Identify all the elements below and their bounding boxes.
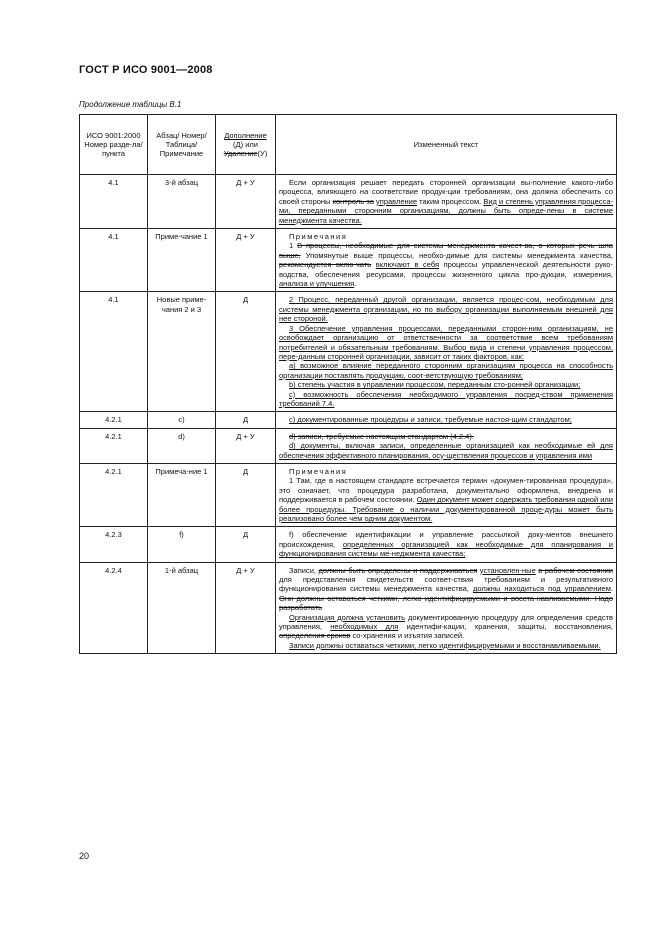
deleted-fragment: рекомендуется вклю-чать (279, 260, 372, 270)
table-row (80, 562, 617, 654)
header-addition-deletion (216, 115, 276, 175)
document-title: ГОСТ Р ИСО 9001—2008 (79, 64, 213, 76)
header-add-line-2: (Д) или (233, 140, 258, 149)
added-fragment: управление (376, 196, 418, 206)
cell-paragraph: Приме-чание 1 (148, 229, 216, 292)
text-fragment: f) обеспечение идентификации и управление рассылкой доку-ментов внешнего происхождения, (279, 530, 613, 549)
cell-paragraph: Примеча-ние 1 (148, 463, 216, 526)
added-paragraph: а) возможное влияние переданного сторонним организациям процесса на способность организации поставлять продукцию, соот-ветствующую требованиям; (279, 361, 613, 380)
added-paragraph: 3 Обеспечение управления процессами, переданными сторон-ним организациям, не освобождает организацию от ответственности за соответствие всем требованиям потребителей и обязательным требованиям. Выбор вида и степени управления процессом, пере-данным сторонней организации, зависит от таких факторов, как: (279, 323, 613, 361)
cell-text (276, 527, 617, 562)
added-paragraph: c) документированные процедуры и записи, требуемые настоя-щим стандартом; (289, 415, 572, 425)
cell-iso: 4.1 (80, 292, 148, 412)
added-fragment: Организация должна установить (289, 612, 406, 622)
text-fragment: . (354, 279, 357, 289)
header-iso-section: ИСО 9001:2000 Номер разде-ла/пункта (80, 115, 148, 175)
cell-type: Д + У (216, 229, 276, 292)
table-row (80, 292, 617, 412)
text-fragment: Если организация решает передать сторонней организации вы-полнение какого-либо процесса, влияющего на соответствие продук-ции требованиям, она должна обеспечить со своей стороны (279, 178, 613, 206)
cell-text (276, 562, 617, 654)
text-fragment: . (610, 584, 613, 594)
added-paragraph: Записи должны оставаться четкими, легко идентифицируемыми и восстанавливаемыми. (289, 640, 601, 650)
text-fragment: 1 Там, где в настоящем стандарте встречается термин «докумен-тированная процедура», это означает, что процедура разработана, документально оформлена, внедрена и поддерживается в рабочем состоянии. (279, 476, 613, 505)
text-fragment: процессы управленческой деятельности руко-водства, обеспечения ресурсами, процессы жизненного цикла про-дукции, измерения, (279, 260, 613, 279)
added-paragraph: 2 Процесс, переданный другой организации, является процес-сом, необходимым для системы менеджмента организации, но по выбору организации выполняемым внешней для нее стороной. (279, 295, 613, 324)
deleted-paragraph: d) записи, требуемые настоящим стандартом (4.2.4). (289, 431, 474, 441)
added-fragment: Вид и степень управления процесса-ми, переданными сторонним организациям, должны быть опреде-лены в системе менеджмента качества. (279, 196, 613, 225)
cell-type: Д (216, 412, 276, 428)
cell-text (276, 428, 617, 463)
cell-text (276, 292, 617, 412)
header-add-line-3: Удаление (223, 149, 258, 158)
changes-table (79, 114, 617, 654)
page-number: 20 (79, 851, 90, 861)
text-fragment: идентифи-кации, хранения, защиты, восстановления, (398, 622, 614, 632)
cell-text (276, 175, 617, 229)
cell-iso: 4.2.1 (80, 428, 148, 463)
cell-paragraph: 3-й абзац (148, 175, 216, 229)
cell-iso: 4.1 (80, 229, 148, 292)
table-row (80, 412, 617, 428)
added-fragment: определенных организацией как необходимые для планирования и функционирования системы ме-неджмента качества; (279, 539, 613, 559)
added-paragraph: с) возможность обеспечения необходимого управления посред-ством применения требований 7.4. (279, 389, 613, 408)
note-heading: Примечания (289, 232, 348, 242)
cell-iso: 4.2.4 (80, 562, 148, 654)
cell-paragraph: Новые приме-чания 2 и 3 (148, 292, 216, 412)
header-add-line-4: (У) (257, 149, 268, 158)
deleted-fragment: контроль за (332, 196, 374, 206)
cell-text (276, 412, 617, 428)
added-fragment: необходимых для (330, 622, 399, 632)
deleted-fragment: должны быть определены и поддерживаться (318, 565, 478, 575)
cell-type: Д + У (216, 175, 276, 229)
table-row (80, 463, 617, 526)
cell-paragraph: f) (148, 527, 216, 562)
cell-paragraph: c) (148, 412, 216, 428)
table-row (80, 175, 617, 229)
cell-text (276, 463, 617, 526)
deleted-fragment: Они должны оставаться четкими, легко идентифицируемыми и восста-навливаемыми. Надо разработать (279, 593, 613, 613)
deleted-fragment: определения сроков (279, 631, 351, 641)
text-fragment: со-хранения и изъятия записей. (350, 631, 465, 641)
text-fragment: таким процессом. (417, 196, 484, 206)
header-paragraph: Абзац/ Номер/ Таблица/ Примечание (148, 115, 216, 175)
added-fragment: анализа и улучшения (279, 279, 355, 289)
cell-text (276, 229, 617, 292)
cell-type: Д + У (216, 428, 276, 463)
deleted-fragment: в рабочем состоянии (538, 565, 613, 575)
header-add-line-1: Дополнение (224, 131, 267, 140)
note-heading: Примечания (289, 466, 348, 476)
cell-paragraph: 1-й абзац (148, 562, 216, 654)
cell-iso: 4.1 (80, 175, 148, 229)
table-row (80, 527, 617, 562)
table-caption: Продолжение таблицы В.1 (79, 100, 182, 109)
added-paragraph: d) документы, включая записи, определенные организацией как необходимые ей для обеспечения эффективного планирования, осу-ществления процессов и управления ими (279, 441, 613, 460)
text-fragment: 1 (289, 241, 298, 251)
cell-type: Д (216, 527, 276, 562)
table-header-row (80, 115, 617, 175)
text-fragment: Упомянутые выше процессы, необхо-димые для системы менеджмента качества, (300, 250, 613, 260)
cell-type: Д + У (216, 562, 276, 654)
table-row (80, 428, 617, 463)
deleted-fragment: В процессы, необходимые для системы менеджмента качест-ва, о которых речь шла выше, (279, 241, 613, 260)
cell-type: Д (216, 292, 276, 412)
cell-iso: 4.2.1 (80, 412, 148, 428)
cell-type: Д (216, 463, 276, 526)
cell-iso: 4.2.1 (80, 463, 148, 526)
table-row (80, 229, 617, 292)
added-paragraph: b) степень участия в управлении процессом, переданным сто-ронней организации; (289, 380, 581, 390)
header-changed-text: Измененный текст (276, 115, 617, 175)
added-fragment: включают в себя (375, 260, 440, 270)
cell-paragraph: d) (148, 428, 216, 463)
added-fragment: Один документ может содержать требования одной или более процедуры. Требование о наличии документированной проце-дуры может быть реализовано более чем одним документом. (279, 495, 613, 523)
text-fragment: для представления свидетельств соответ-ствия требованиям и результативного функционирования системы менеджмента качества, (279, 575, 613, 594)
text-fragment: документированную процедуру для определения средств управления, (279, 612, 613, 632)
cell-iso: 4.2.3 (80, 527, 148, 562)
added-fragment: установлен-ные (479, 565, 536, 575)
text-fragment: Записи, (289, 565, 319, 575)
added-fragment: должны находиться под управлением (472, 584, 611, 594)
